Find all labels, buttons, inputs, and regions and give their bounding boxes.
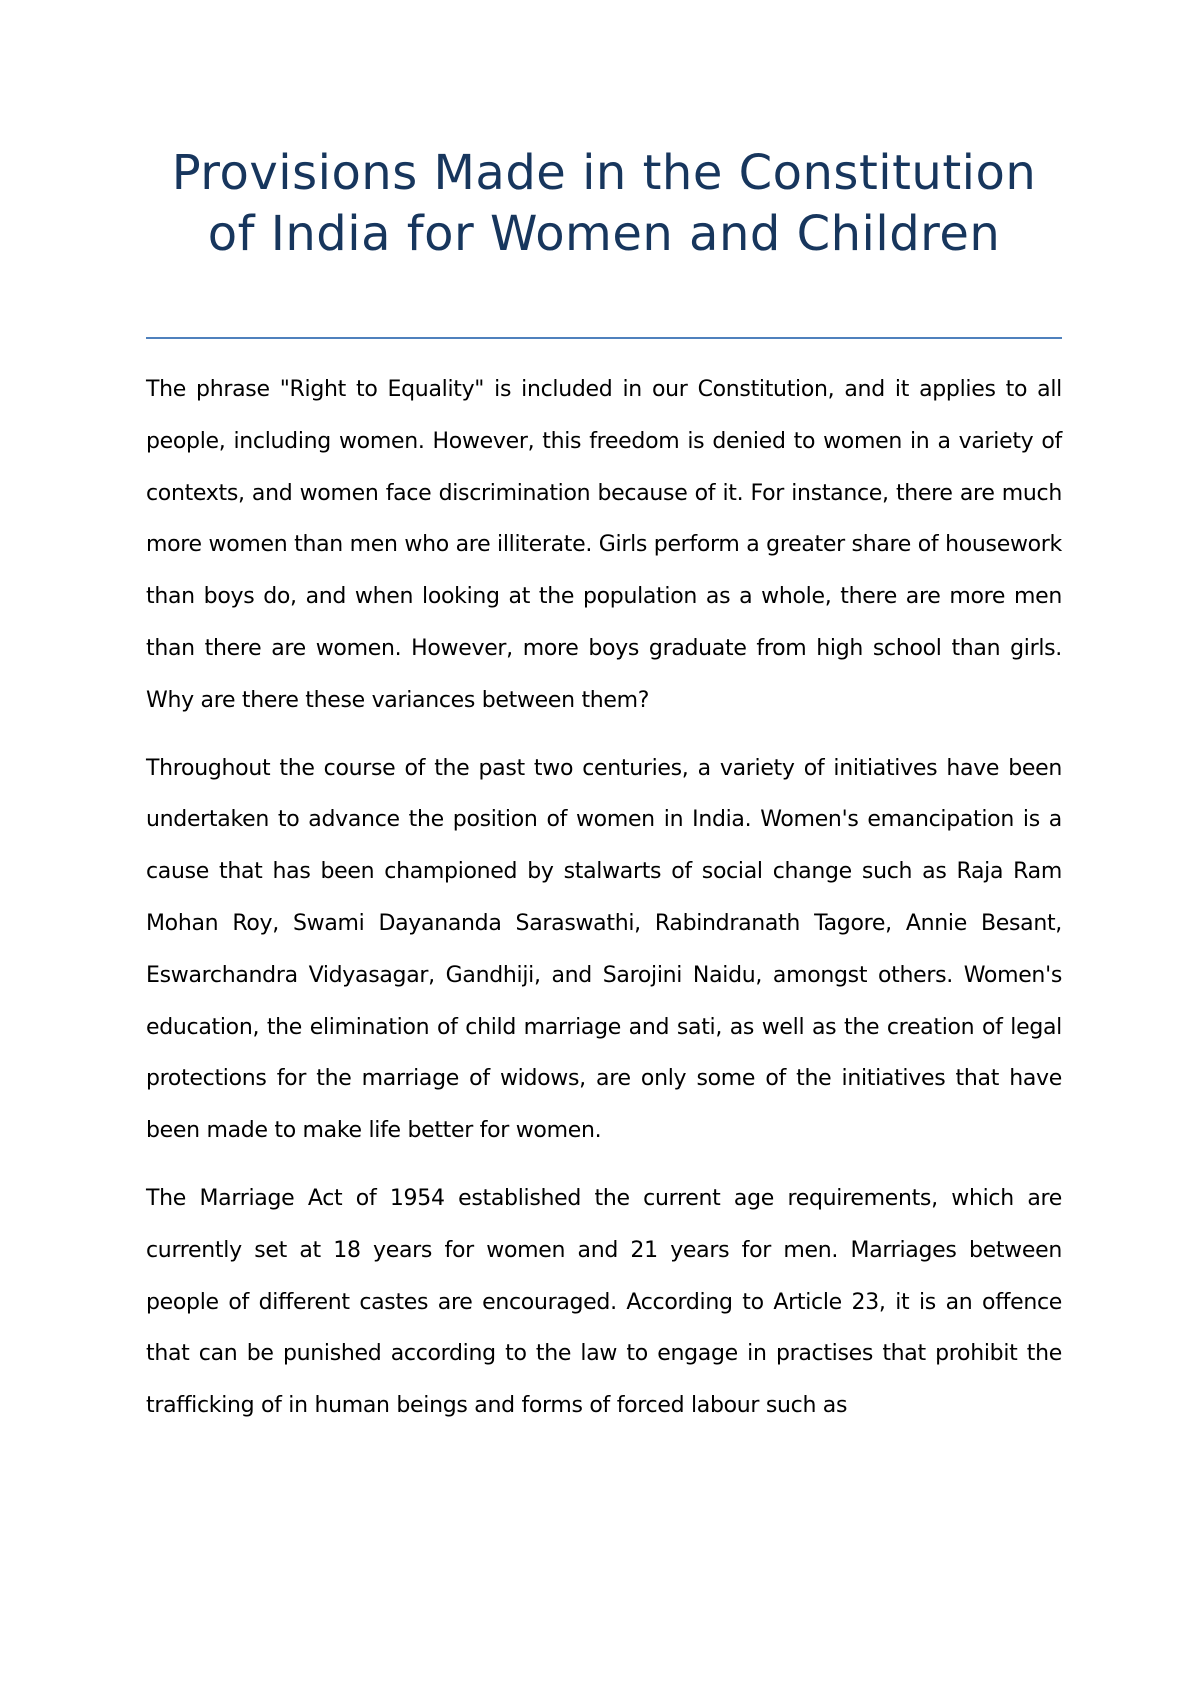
paragraph-right-to-equality: The phrase "Right to Equality" is included in our Constitution, and it applies to all people, including women. However, this freedom is denied to women in a variety of contexts, and women face discrimination because of it. For instance, there are much more women than men who are illiterate. Girls perform a greater share of housework than boys do, and when looking at the population as a whole, there are more men than there are women. However, more boys graduate from high school than girls. Why are there these variances between them? xyxy=(146,377,1062,713)
title-underline-rule xyxy=(146,337,1062,339)
document-body xyxy=(146,364,1062,1448)
paragraph-womens-initiatives: Throughout the course of the past two centuries, a variety of initiatives have been undertaken to advance the position of women in India. Women's emancipation is a cause that has been championed by stalwarts of social change such as Raja Ram Mohan Roy, Swami Dayananda Saraswathi, Rabindranath Tagore, Annie Besant, Eswarchandra Vidyasagar, Gandhiji, and Sarojini Naidu, amongst others. Women's education, the elimination of child marriage and sati, as well as the creation of legal protections for the marriage of widows, are only some of the initiatives that have been made to make life better for women. xyxy=(146,755,1062,1144)
document-title: Provisions Made in the Constitution of India for Women and Children xyxy=(171,145,1037,262)
paragraph-marriage-act: The Marriage Act of 1954 established the current age requirements, which are currently set at 18 years for women and 21 years for men. Marriages between people of different castes are encouraged. According to Article 23, it is an offence that can be punished according to the law to engage in practises that prohibit the trafficking of in human beings and forms of forced labour such as xyxy=(146,1185,1062,1419)
